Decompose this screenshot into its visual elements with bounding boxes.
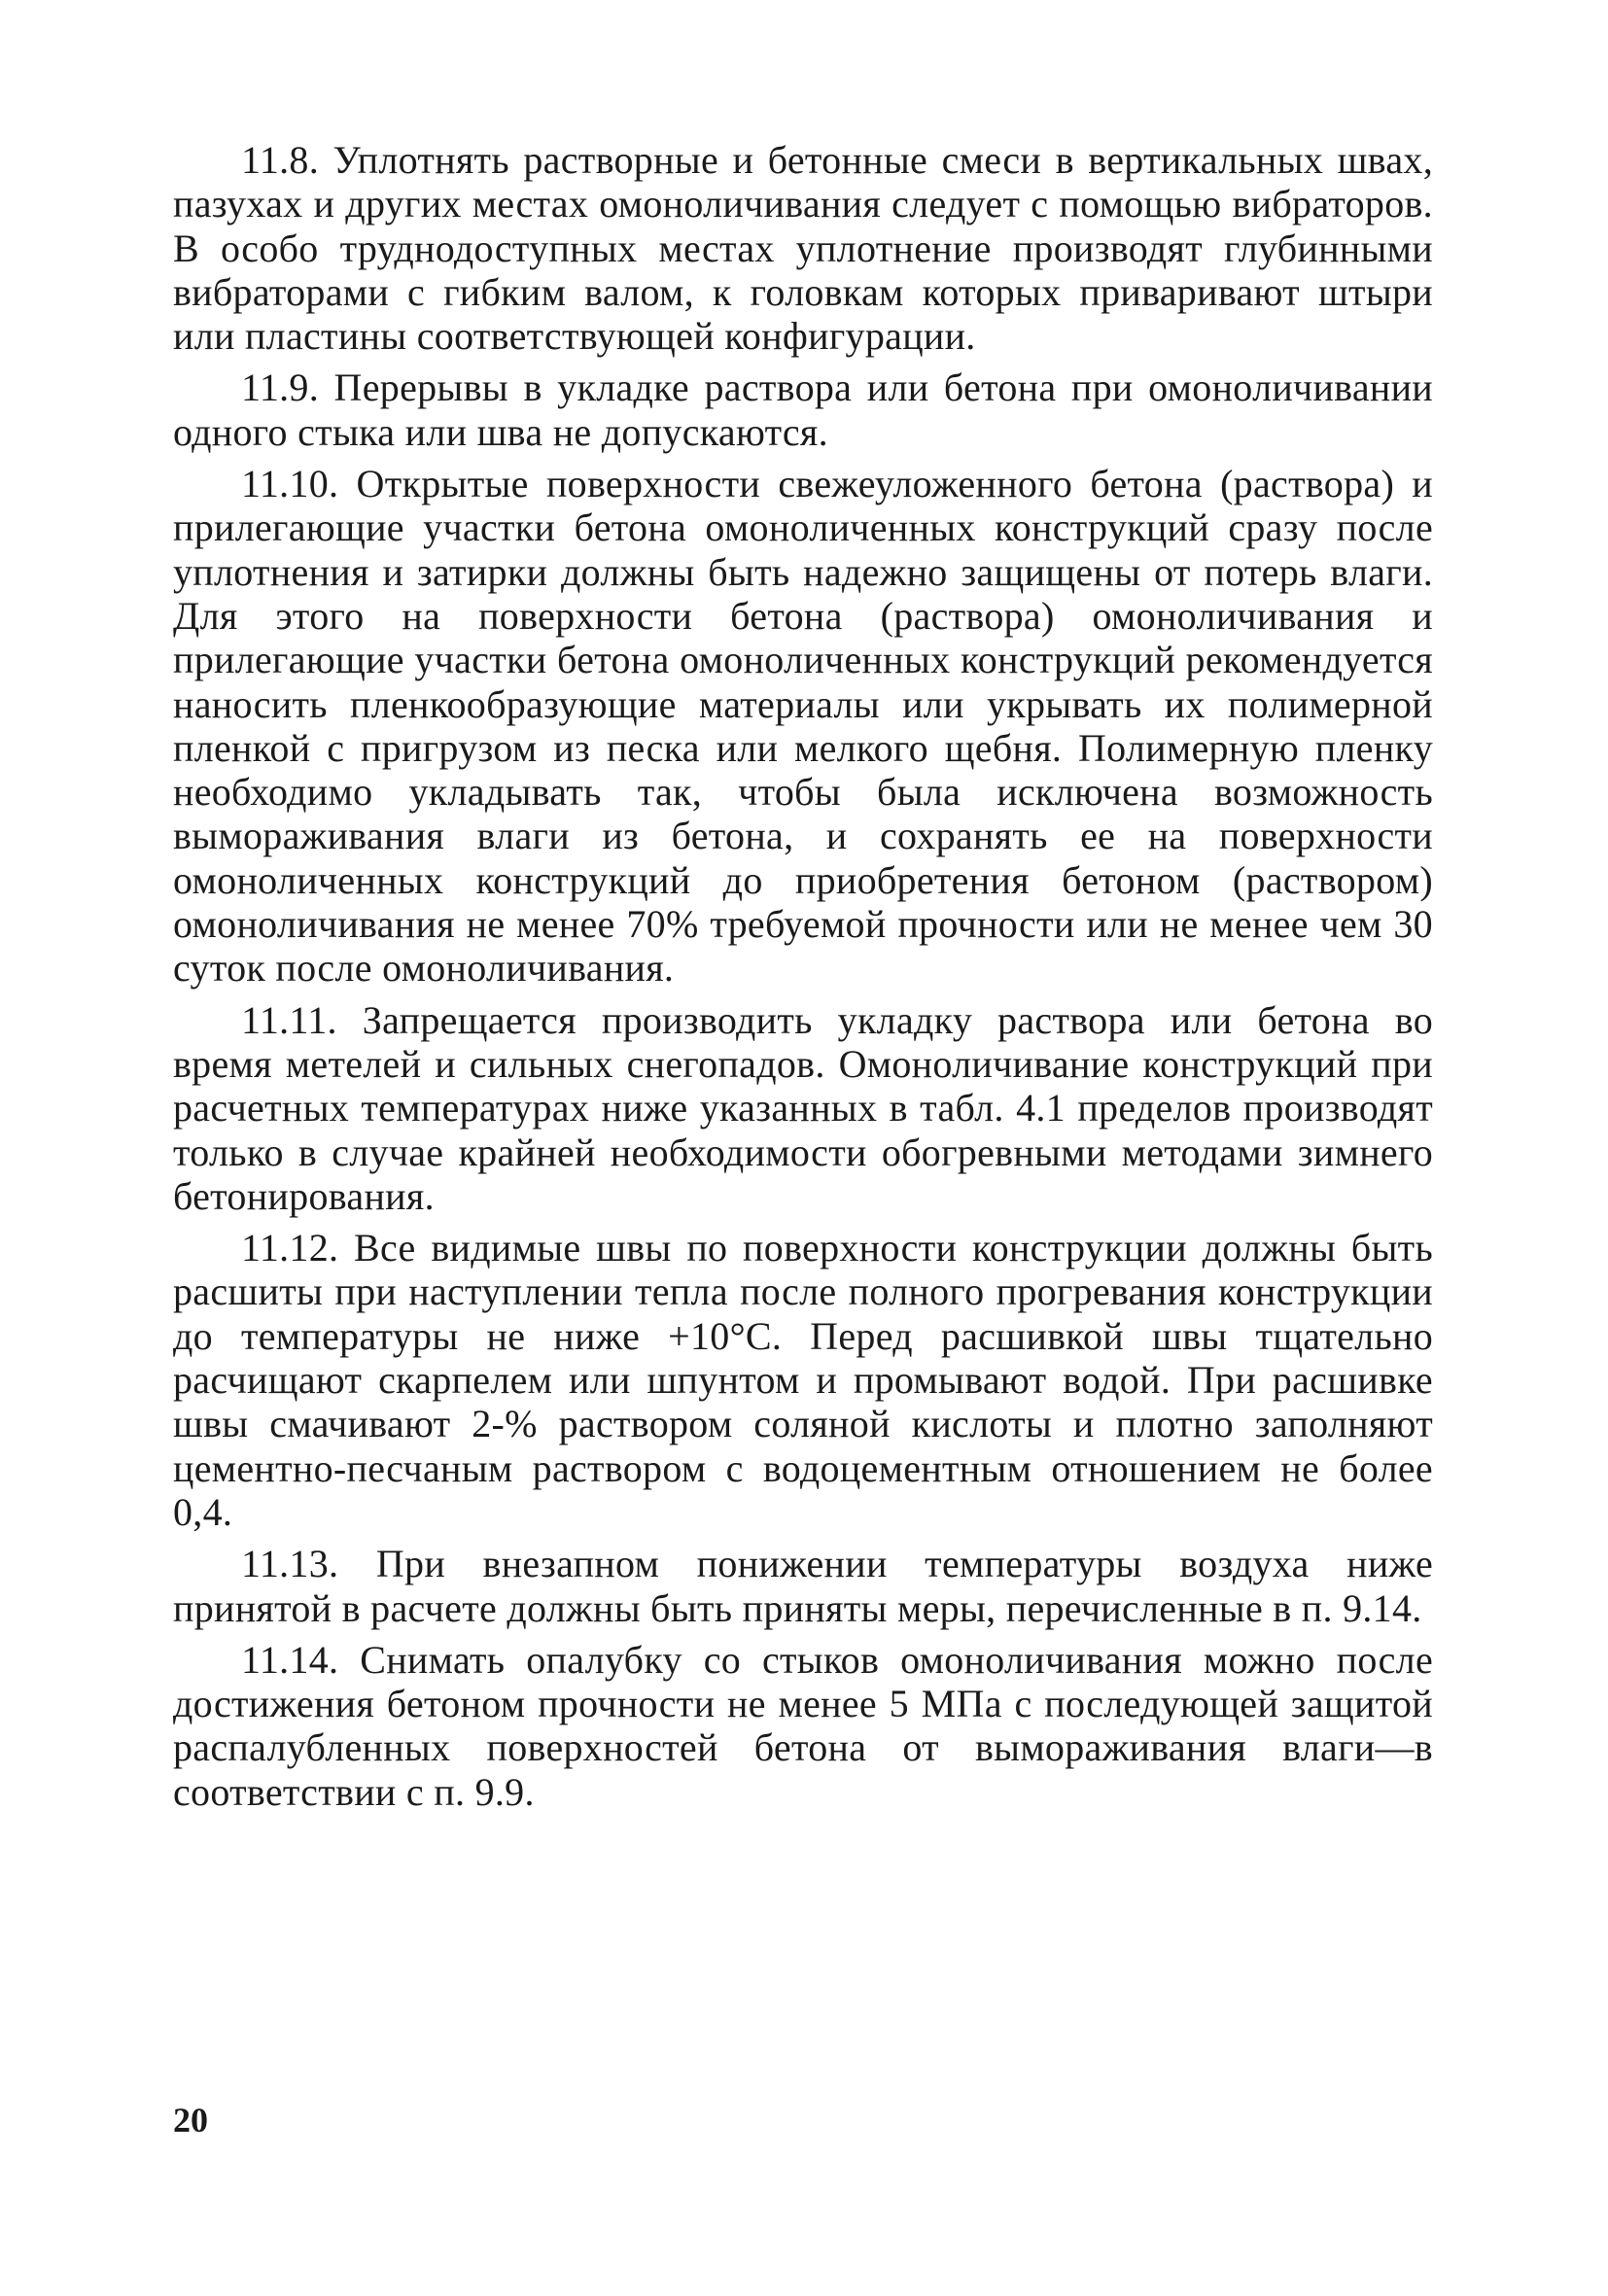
- paragraph-11-8: 11.8. Уплотнять растворные и бетонные смеси в вертикальных швах, пазухах и других местах омоноличивания следует с помощью вибраторов. В особо труднодоступных местах уплотнение производят глубинными вибраторами с гибким валом, к головкам которых приваривают штыри или пластины соответствующей конфигурации.: [173, 138, 1433, 359]
- paragraph-11-9: 11.9. Перерывы в укладке раствора или бетона при омоноличивании одного стыка или шва не допускаются.: [173, 365, 1433, 454]
- paragraph-11-12: 11.12. Все видимые швы по поверхности конструкции должны быть расшиты при наступлении тепла после полного прогревания конструкции до температуры не ниже +10°С. Перед расшивкой швы тщательно расчищают скарпелем или шпунтом и промывают водой. При расшивке швы смачивают 2-% раствором соляной кислоты и плотно заполняют цементно-песчаным раствором с водоцементным отношением не более 0,4.: [173, 1226, 1433, 1534]
- paragraph-11-10: 11.10. Открытые поверхности свежеуложенного бетона (раствора) и прилегающие участки бетона омоноличенных конструкций сразу после уплотнения и затирки должны быть надежно защищены от потерь влаги. Для этого на поверхности бетона (раствора) омоноличивания и прилегающие участки бетона омоноличенных конструкций рекомендуется наносить пленкообразующие материалы или укрывать их полимерной пленкой с пригрузом из песка или мелкого щебня. Полимерную пленку необходимо укладывать так, чтобы была исключена возможность вымораживания влаги из бетона, и сохранять ее на поверхности омоноличенных конструкций до приобретения бетоном (раствором) омоноличивания не менее 70% требуемой прочности или не менее чем 30 суток после омоноличивания.: [173, 462, 1433, 991]
- page-number: 20: [173, 2101, 208, 2139]
- paragraph-11-14: 11.14. Снимать опалубку со стыков омоноличивания можно после достижения бетоном прочности не менее 5 МПа с последующей защитой распалубленных поверхностей бетона от вымораживания влаги—в соответствии с п. 9.9.: [173, 1637, 1433, 1814]
- paragraph-11-11: 11.11. Запрещается производить укладку раствора или бетона во время метелей и сильных снегопадов. Омоноличивание конструкций при расчетных температурах ниже указанных в табл. 4.1 пределов производят только в случае крайней необходимости обогревными методами зимнего бетонирования.: [173, 997, 1433, 1218]
- paragraph-11-13: 11.13. При внезапном понижении температуры воздуха ниже принятой в расчете должны быть приняты меры, перечисленные в п. 9.14.: [173, 1542, 1433, 1630]
- document-body: [173, 138, 1433, 1822]
